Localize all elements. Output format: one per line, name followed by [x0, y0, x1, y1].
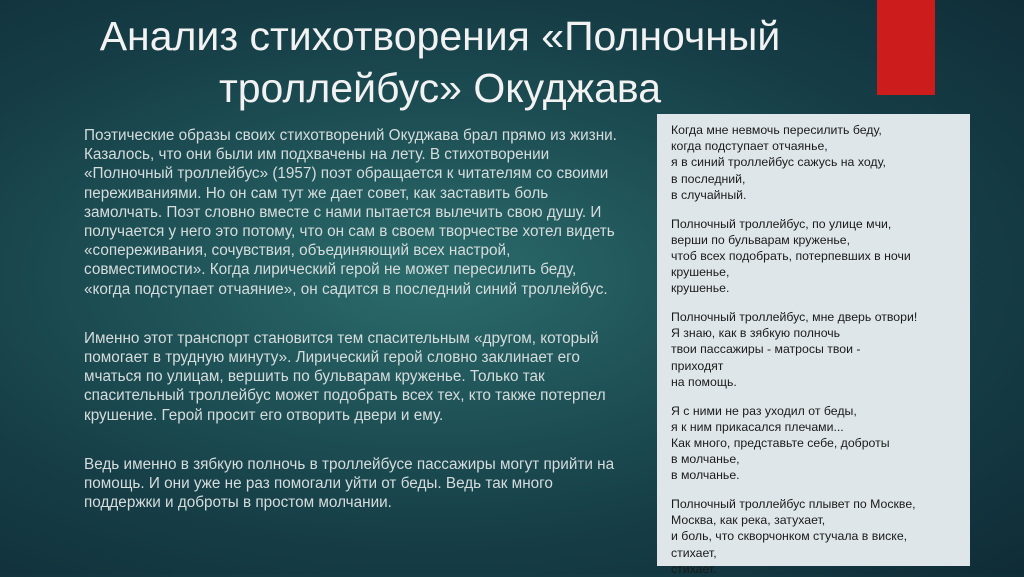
poem-line: Полночный троллейбус, мне дверь отвори! [671, 310, 918, 325]
poem-line: чтоб всех подобрать, потерпевших в ночи [671, 248, 911, 263]
poem-stanza-1 [671, 122, 962, 203]
poem-line: в молчанье, [671, 452, 740, 467]
poem-line: приходят [671, 358, 724, 373]
poem-line: Как много, представьте себе, доброты [671, 435, 890, 450]
analysis-paragraph-1: Поэтические образы своих стихотворений Окуджава брал прямо из жизни. Казалось, что они были им подхвачены на лету. В стихотворении «Полночный троллейбус» (1957) поэт обращается к читателям со своими переживаниями. Но он сам тут же дает совет, как заставить боль замолчать. Поэт словно вместе с нами пытается вылечить свою душу. И получается у него это потому, что он сам в своем творчестве хотел видеть «сопереживания, сочувствия, объединяющий всех настрой, совместимости». Когда лирический герой не может пересилить беду, «когда подступает отчаяние», он садится в последний синий троллейбус. [84, 127, 617, 298]
poem-line: твои пассажиры - матросы твои - [671, 342, 861, 357]
poem-line: Москва, как река, затухает, [671, 513, 826, 528]
poem-line: крушенье. [671, 281, 730, 296]
slide-title [0, 10, 880, 114]
poem-stanza-5 [671, 496, 962, 577]
poem-line: верши по бульварам круженье, [671, 232, 851, 247]
poem-line: Я с ними не раз уходил от беды, [671, 403, 857, 418]
poem-line: я к ним прикасался плечами... [671, 419, 844, 434]
poem-line: и боль, что скворчонком стучала в виске, [671, 529, 908, 544]
slide-title-line-2: троллейбус» Окуджава [218, 65, 662, 111]
poem-line: Я знаю, как в зябкую полночь [671, 326, 841, 341]
poem-line: в последний, [671, 171, 746, 186]
poem-line: когда подступает отчаянье, [671, 139, 828, 154]
analysis-text [84, 126, 624, 512]
poem-text-box [657, 114, 970, 576]
poem-line: Полночный троллейбус плывет по Москве, [671, 497, 916, 512]
poem-line: в молчанье. [671, 468, 740, 483]
poem-line: крушенье, [671, 265, 730, 280]
poem-line: Когда мне невмочь пересилить беду, [671, 123, 882, 137]
poem-stanza-4 [671, 403, 962, 484]
poem-line: Полночный троллейбус, по улице мчи, [671, 216, 892, 231]
poem-line: я в синий троллейбус сажусь на ходу, [671, 155, 886, 170]
analysis-paragraph-2: Именно этот транспорт становится тем спасительным «другом, который помогает в трудную минуту». Лирический герой словно заклинает его мчаться по улицам, вершить по бульварам круженье. Только так спасительный троллейбус может подобрать всех тех, кто также потерпел крушение. Герой просит его отворить двери и ему. [84, 329, 606, 424]
poem-stanza-3 [671, 309, 962, 390]
poem-line: в случайный. [671, 187, 747, 202]
red-accent-bar [877, 0, 935, 95]
poem-line: стихает. [671, 561, 717, 576]
poem-line: на помощь. [671, 374, 737, 389]
poem-line: стихает, [671, 545, 717, 560]
poem-stanza-2 [671, 216, 962, 297]
slide-title-line-1: Анализ стихотворения «Полночный [99, 13, 781, 59]
analysis-paragraph-3: Ведь именно в зябкую полночь в троллейбусе пассажиры могут прийти на помощь. И они уже не раз помогали уйти от беды. Ведь так много поддержки и доброты в простом молчании. [84, 455, 615, 512]
